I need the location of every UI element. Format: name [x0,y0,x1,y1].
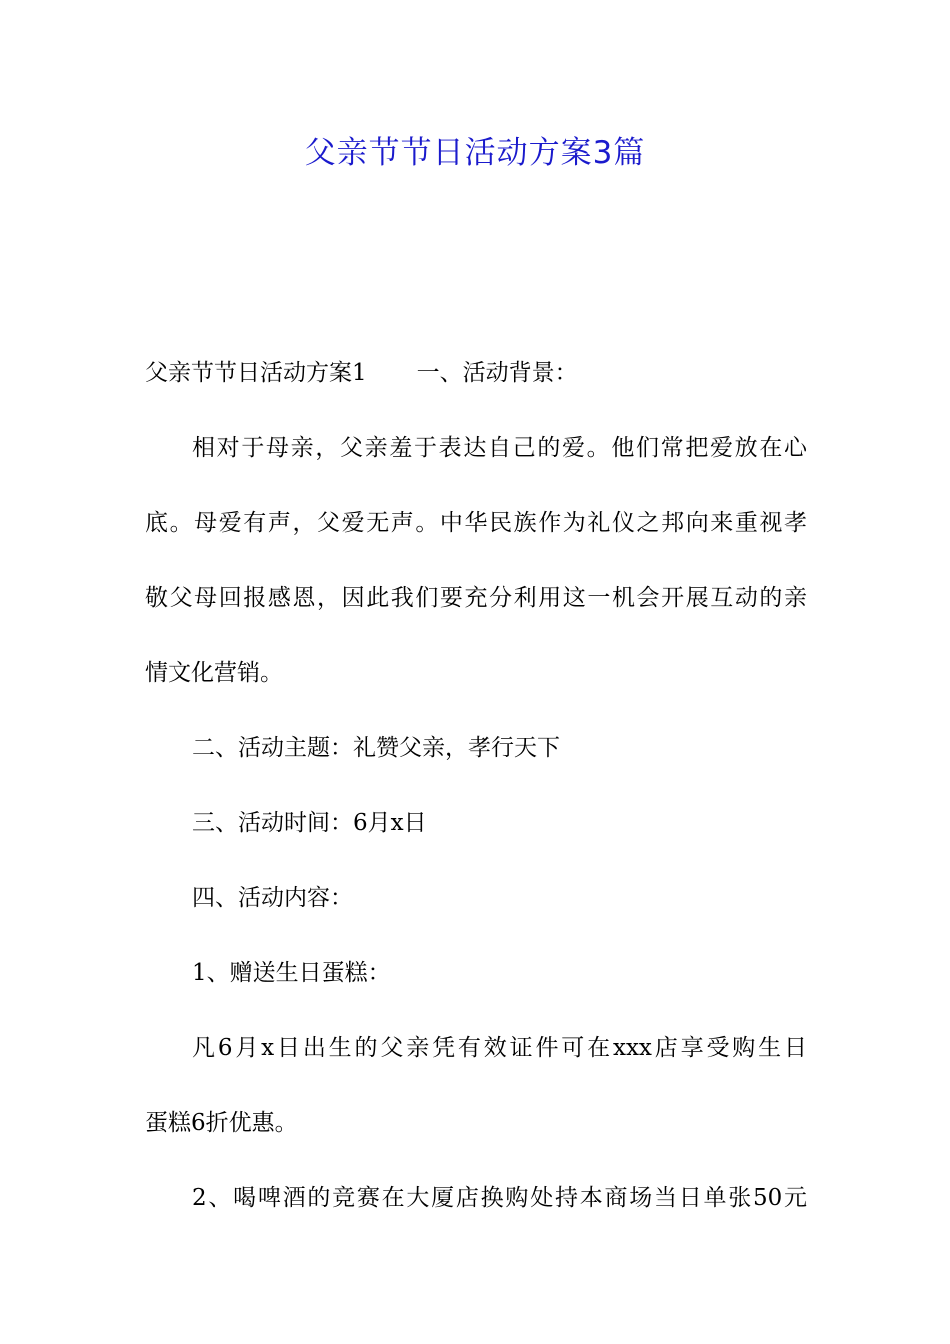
paragraph-line: 情文化营销。 [145,660,283,686]
paragraph-text: 2、喝啤酒的竞赛在大厦店换购处持本商场当日单张50元 [192,1185,807,1211]
document-body [145,336,807,1236]
plan-heading: 父亲节节日活动方案1 [145,360,367,386]
list-item-heading: 1、赠送生日蛋糕： [192,960,391,986]
paragraph-text: 敬父母回报感恩，因此我们要充分利用这一机会开展互动的亲 [145,585,807,611]
paragraph-text: 凡6月x日出生的父亲凭有效证件可在xxx店享受购生日 [192,1035,807,1061]
section-heading-theme: 二、活动主题：礼赞父亲，孝行天下 [192,735,560,761]
section-heading-time: 三、活动时间：6月x日 [192,810,427,836]
section-heading-background: 一、活动背景： [416,360,578,386]
paragraph-line [145,561,807,636]
paragraph-line [145,486,807,561]
paragraph-line: 蛋糕6折优惠。 [145,1110,298,1136]
paragraph-text: 底。母爱有声，父爱无声。中华民族作为礼仪之邦向来重视孝 [145,510,807,536]
paragraph-line [145,1011,807,1086]
paragraph-line [145,411,807,486]
heading-line [145,336,807,411]
paragraph-line [145,1161,807,1236]
section-heading-content: 四、活动内容： [192,885,353,911]
document-title: 父亲节节日活动方案3篇 [304,135,646,171]
paragraph-text: 相对于母亲，父亲羞于表达自己的爱。他们常把爱放在心 [192,435,807,461]
